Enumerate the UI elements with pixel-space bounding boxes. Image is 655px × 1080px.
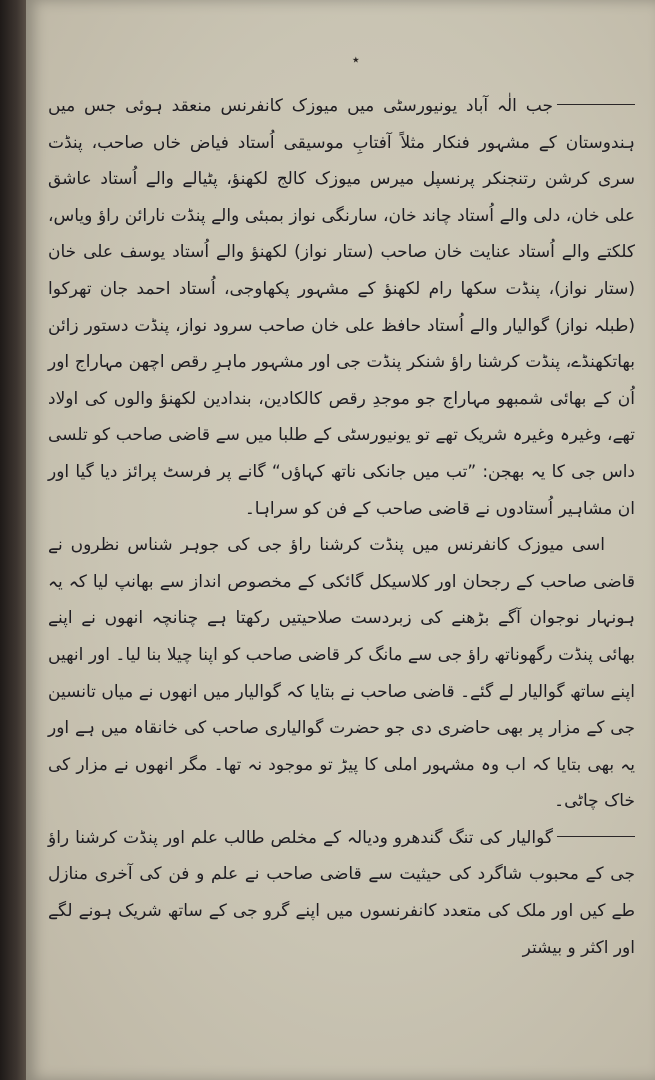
paragraph-text: اسی میوزک کانفرنس میں پنڈت کرشنا راؤ جی کی جوہر شناس نظروں نے قاضی صاحب کے رجحان اور کلاسیکل گائکی کے مخصوص انداز سے بھانپ لیا کہ یہ ہونہار نوجوان آگے بڑھنے کی زبردست صلاحیتیں رکھتا ہے چنانچہ انھوں نے اپنے بھائی پنڈت رگھوناتھ راؤ جی سے مانگ کر قاضی صاحب کو اپنا چیلا بنا لیا۔ اور انھیں اپنے ساتھ گوالیار لے گئے۔ قاضی صاحب نے بتایا کہ گوالیار میں انھوں نے میاں تانسین جی کے مزار پر بھی حاضری دی جو حضرت گوالیاری صاحب کی خانقاہ میں ہے اور یہ بھی بتایا کہ اب وہ مشہور املی کا پیڑ تو موجود نہ تھا۔ مگر انھوں نے مزار کی خاک چاٹی۔ (48, 535, 635, 812)
book-page (26, 0, 655, 1080)
page-text (48, 88, 635, 966)
paragraph-3 (48, 820, 635, 966)
paragraph-dash (557, 104, 635, 105)
paragraph-dash (557, 836, 635, 837)
book-spine (0, 0, 28, 1080)
paragraph-2 (48, 527, 635, 820)
paragraph-text: جب الٰہ آباد یونیورسٹی میں میوزک کانفرنس منعقد ہوئی جس میں ہندوستان کے مشہور فنکار مثلاً آفتابِ موسیقی اُستاد فیاض خاں صاحب، پنڈت سری کرشن رتنجنکر پرنسپل میرس میوزک کالج لکھنؤ، پٹیالے والے اُستاد عاشق علی خان، دلی والے اُستاد چاند خان، سارنگی نواز بمبئی والے پنڈت نارائن راؤ ویاس، کلکتے والے اُستاد عنایت خان صاحب (ستار نواز) لکھنؤ والے اُستاد یوسف علی خان (ستار نواز)، پنڈت سکھا رام لکھنؤ کے مشہور پکھاوجی، اُستاد احمد جان تھرکوا (طبلہ نواز) گوالیار والے اُستاد حافظ علی خان صاحب سرود نواز، پنڈت دستور زائن بھاتکھنڈے، پنڈت کرشنا راؤ شنکر پنڈت جی اور مشہور ماہرِ رقص اچھن مہاراج اور اُن کے بھائی شمبھو مہاراج جو موجدِ رقص کالکادین، بندادین لکھنؤ والوں کی اولاد تھے، وغیرہ وغیرہ شریک تھے تو یونیورسٹی کے طلبا میں سے قاضی صاحب کو تلسی داس جی کا یہ بھجن: ”تب میں جانکی ناتھ کہاؤں“ گانے پر فرسٹ پرائز دیا گیا اور ان مشاہیر اُستادوں نے قاضی صاحب کے فن کو سراہا۔ (48, 96, 635, 519)
paragraph-1 (48, 88, 635, 527)
paragraph-text: گوالیار کی تنگ گندھرو ودیالہ کے مخلص طالب علم اور پنڈت کرشنا راؤ جی کے محبوب شاگرد کی حیثیت سے قاضی صاحب نے علم و فن کی آخری منازل طے کیں اور ملک کی متعدد کانفرنسوں میں اپنے گرو جی کے ساتھ شریک ہونے لگے اور اکثر و بیشتر (48, 827, 635, 958)
page-mark: ٭ (352, 52, 360, 68)
